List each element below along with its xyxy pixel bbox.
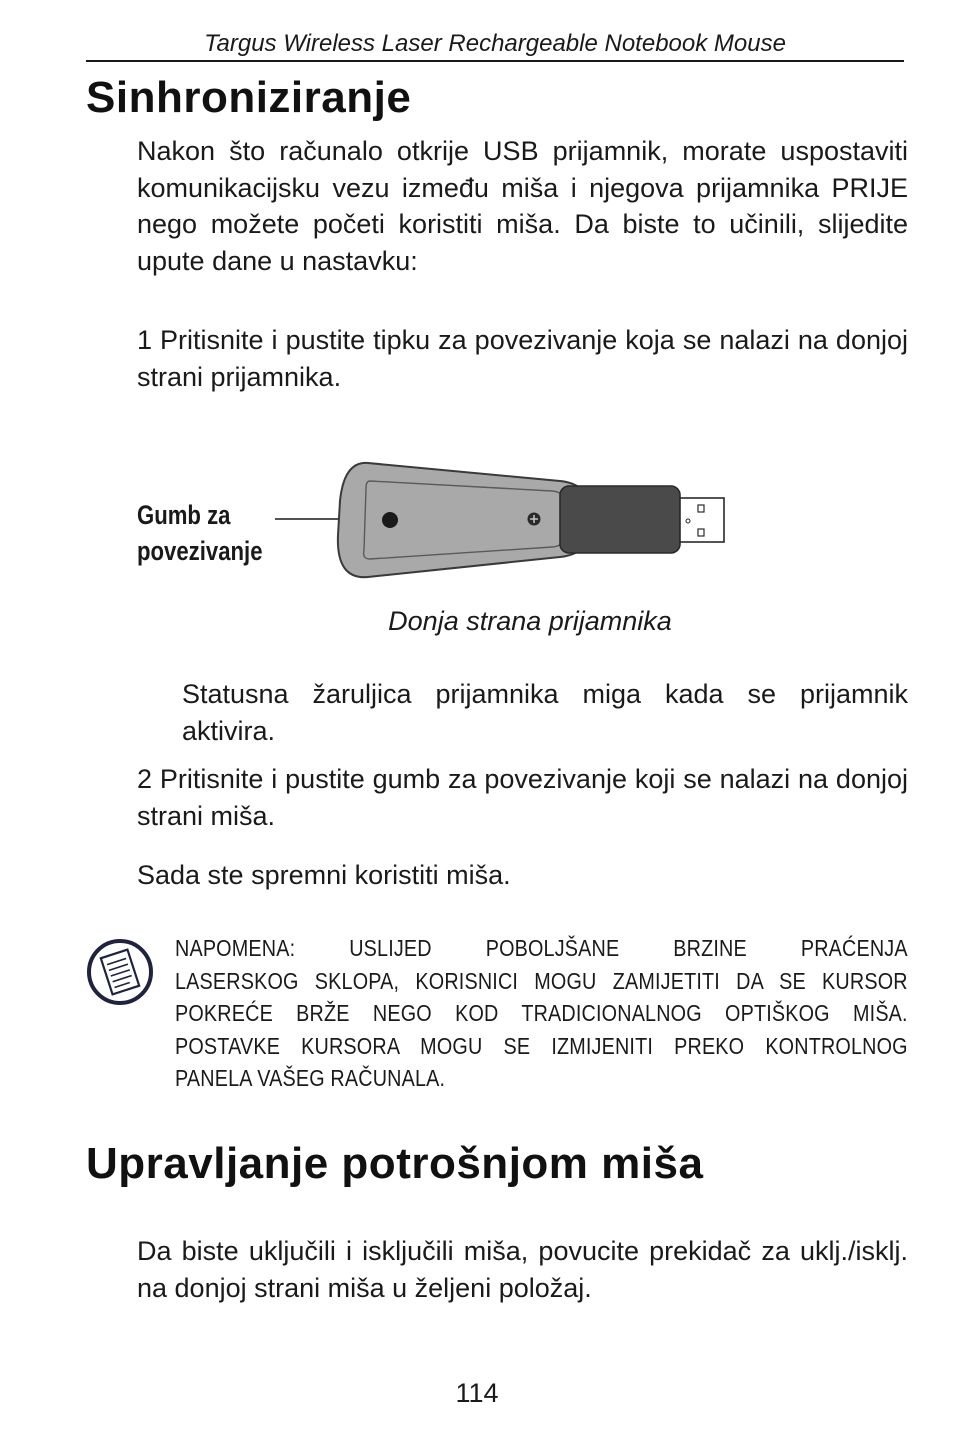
step-2-paragraph: 2 Pritisnite i pustite gumb za povezivanje koji se nalazi na donjoj strani miša. xyxy=(137,764,908,831)
label-line-1: Gumb za xyxy=(137,500,231,530)
figure-caption: Donja strana prijamnika xyxy=(388,606,672,636)
running-title: Targus Wireless Laser Rechargeable Notebook Mouse xyxy=(204,30,786,57)
step-1-paragraph: 1 Pritisnite i pustite tipku za povezivanje koja se nalazi na donjoj strani prijamnika. xyxy=(137,325,908,392)
section-title-sinhroniziranje: Sinhroniziranje xyxy=(86,73,412,122)
receiver-cap xyxy=(560,486,680,553)
receiver-illustration xyxy=(270,455,740,585)
receiver-body xyxy=(338,463,592,577)
intro-paragraph: Nakon što računalo otkrije USB prijamnik, morate uspostaviti komunikacijsku vezu između miša i njegova prijamnika PRIJE nego možete početi koristiti miša. Da biste to učinili, slijedite upute dane u nastavku: xyxy=(137,136,908,276)
note-line-3: POKREĆE BRŽE NEGO KOD TRADICIONALNOG OPTIŠKOG MIŠA. xyxy=(175,1000,908,1026)
status-note-paragraph: Statusna žaruljica prijamnika miga kada se prijamnik aktivira. xyxy=(182,679,908,746)
running-header xyxy=(86,28,904,62)
ready-paragraph: Sada ste spremni koristiti miša. xyxy=(137,860,511,890)
notepad-icon xyxy=(86,937,154,1007)
note-line-5: PANELA VAŠEG RAČUNALA. xyxy=(175,1065,446,1091)
section-title-power-management: Upravljanje potrošnjom miša xyxy=(86,1139,704,1188)
connect-button-icon xyxy=(382,512,398,528)
note-block xyxy=(175,932,908,1095)
power-management-paragraph: Da biste uključili i isključili miša, povucite prekidač za uklj./isklj. na donjoj strani miša u željeni položaj. xyxy=(137,1236,908,1303)
label-line-2: povezivanje xyxy=(137,536,263,566)
note-line-1: NAPOMENA: USLIJED POBOLJŠANE BRZINE PRAĆENJA xyxy=(175,935,908,961)
note-line-2: LASERSKOG SKLOPA, KORISNICI MOGU ZAMIJETITI DA SE KURSOR xyxy=(175,967,908,994)
note-line-4: POSTAVKE KURSORA MOGU SE IZMIJENITI PREKO KONTROLNOG xyxy=(175,1032,908,1059)
page-number: 114 xyxy=(455,1378,499,1408)
